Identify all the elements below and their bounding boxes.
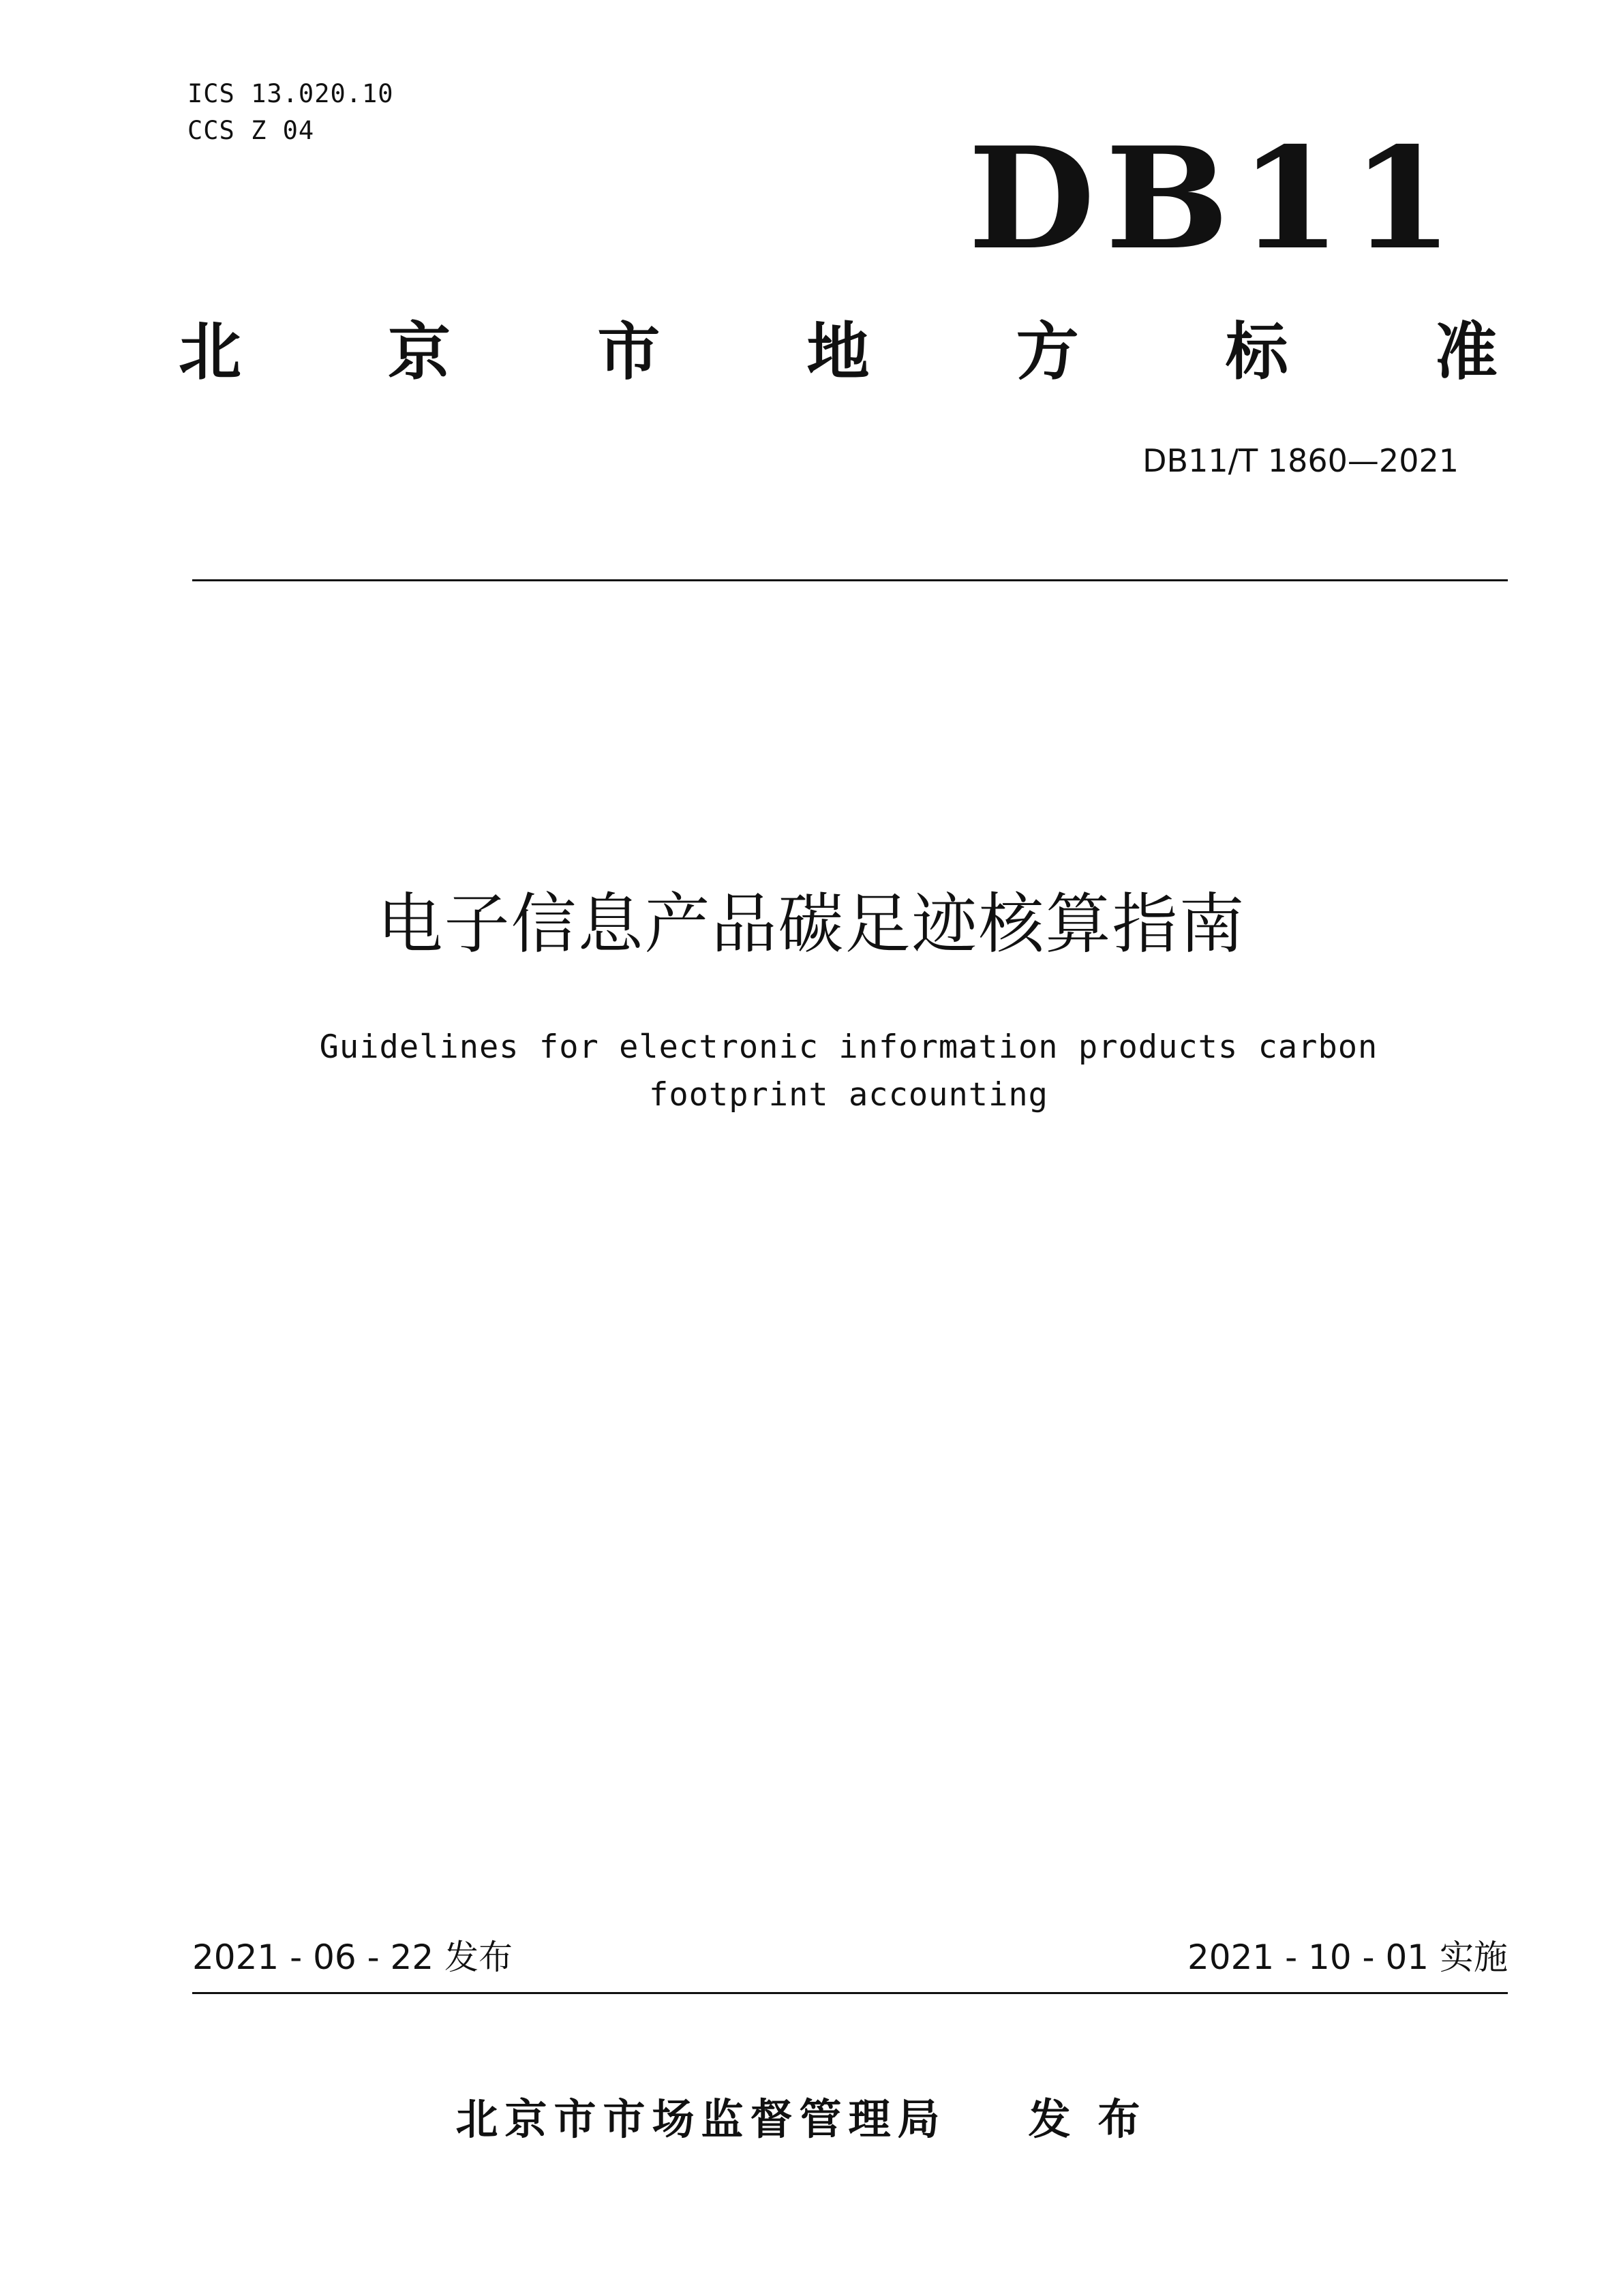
ics-code: ICS 13.020.10 (187, 79, 394, 108)
standard-type-heading (179, 315, 1498, 390)
standard-type-char: 北 (179, 316, 242, 388)
standard-type-char: 方 (1016, 316, 1079, 388)
dates-divider (192, 1992, 1508, 1994)
issue-date: 2021 - 06 - 22 发布 (192, 1938, 513, 1977)
document-title-chinese: 电子信息产品碳足迹核算指南 (377, 886, 1246, 962)
header-divider (192, 579, 1508, 581)
standard-type-char: 市 (597, 316, 661, 388)
ccs-code: CCS Z 04 (187, 116, 315, 145)
document-title-english: Guidelines for electronic information products carbon footprint accounting (319, 1028, 1378, 1114)
standard-type-char: 标 (1225, 316, 1288, 388)
implementation-date: 2021 - 10 - 01 实施 (1187, 1938, 1508, 1977)
publisher-line (0, 2092, 1623, 2147)
publish-action: 发布 (1028, 2094, 1168, 2144)
standard-logo: DB11 (968, 117, 1463, 281)
standard-type-char: 准 (1434, 316, 1498, 388)
standard-number: DB11/T 1860—2021 (1142, 442, 1459, 479)
publisher-name: 北京市市场监督管理局 (455, 2094, 947, 2144)
standard-type-char: 京 (388, 316, 451, 388)
standard-type-char: 地 (806, 316, 870, 388)
